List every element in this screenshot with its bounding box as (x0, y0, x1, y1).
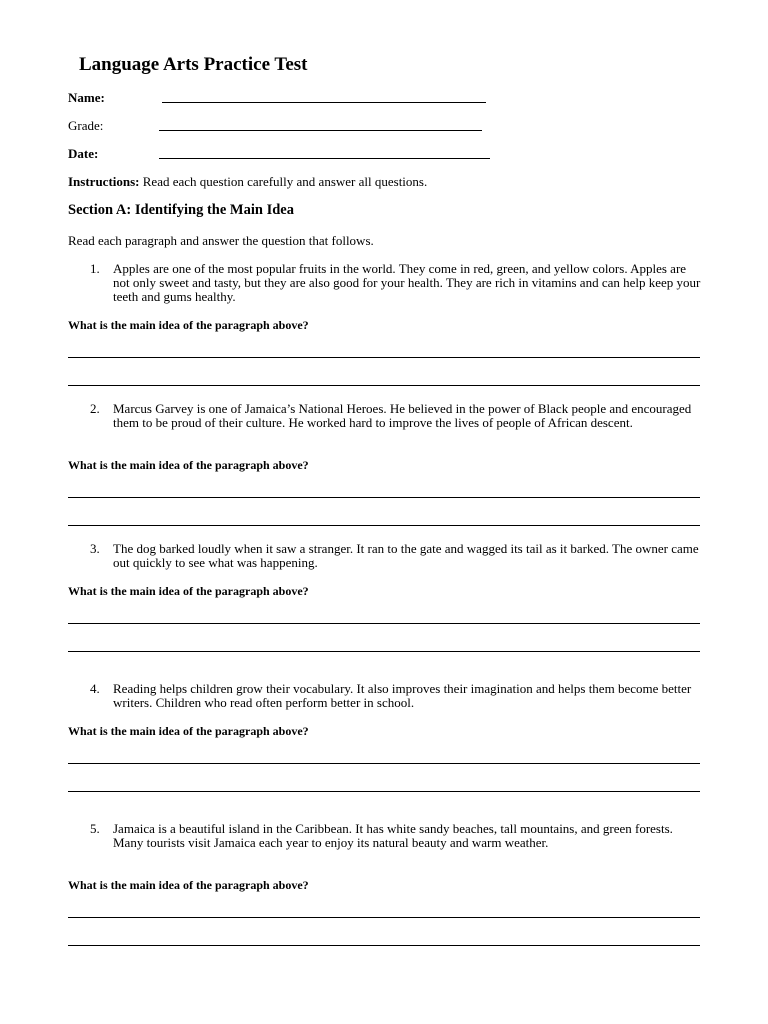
question-number: 2. (90, 401, 100, 416)
answer-line[interactable] (68, 791, 700, 792)
instructions-text: Read each question carefully and answer all questions. (139, 174, 428, 189)
answer-line[interactable] (68, 945, 700, 946)
answer-line[interactable] (68, 917, 700, 918)
page-title: Language Arts Practice Test (79, 54, 308, 75)
question-number: 3. (90, 541, 100, 556)
date-label: Date: (68, 146, 99, 161)
date-answer-line[interactable] (159, 158, 490, 159)
grade-answer-line[interactable] (159, 130, 482, 131)
section-heading: Section A: Identifying the Main Idea (68, 202, 294, 218)
answer-line[interactable] (68, 497, 700, 498)
question-paragraph: Marcus Garvey is one of Jamaica’s National Heroes. He believed in the power of Black people and encouraged them to be proud of their culture. He worked hard to improve the lives of people of African descent. (113, 401, 692, 430)
name-answer-line[interactable] (162, 102, 486, 103)
answer-line[interactable] (68, 651, 700, 652)
question-paragraph: The dog barked loudly when it saw a stranger. It ran to the gate and wagged its tail as it barked. The owner came out quickly to see what was happening. (113, 541, 699, 570)
instructions (68, 174, 427, 190)
question-prompt: What is the main idea of the paragraph above? (68, 584, 309, 598)
name-label: Name: (68, 90, 105, 105)
question-paragraph: Reading helps children grow their vocabulary. It also improves their imagination and helps them become better writers. Children who read often perform better in school. (113, 681, 692, 710)
answer-line[interactable] (68, 357, 700, 358)
question-paragraph: Apples are one of the most popular fruits in the world. They come in red, green, and yellow colors. Apples are not only sweet and tasty, but they are also good for your health. They are rich in vitamins and can help keep your teeth and gums healthy. (113, 261, 701, 304)
question-prompt: What is the main idea of the paragraph above? (68, 458, 309, 472)
question-prompt: What is the main idea of the paragraph above? (68, 878, 309, 892)
question-number: 5. (90, 821, 100, 836)
answer-line[interactable] (68, 385, 700, 386)
answer-line[interactable] (68, 763, 700, 764)
question-prompt: What is the main idea of the paragraph above? (68, 318, 309, 332)
question-prompt: What is the main idea of the paragraph above? (68, 724, 309, 738)
answer-line[interactable] (68, 525, 700, 526)
section-lead: Read each paragraph and answer the question that follows. (68, 233, 374, 248)
question-number: 1. (90, 261, 100, 276)
question-paragraph: Jamaica is a beautiful island in the Caribbean. It has white sandy beaches, tall mountains, and green forests. Many tourists visit Jamaica each year to enjoy its natural beauty and warm weather. (113, 821, 673, 850)
question-number: 4. (90, 681, 100, 696)
grade-label: Grade: (68, 118, 104, 133)
instructions-label: Instructions: (68, 174, 140, 189)
answer-line[interactable] (68, 623, 700, 624)
